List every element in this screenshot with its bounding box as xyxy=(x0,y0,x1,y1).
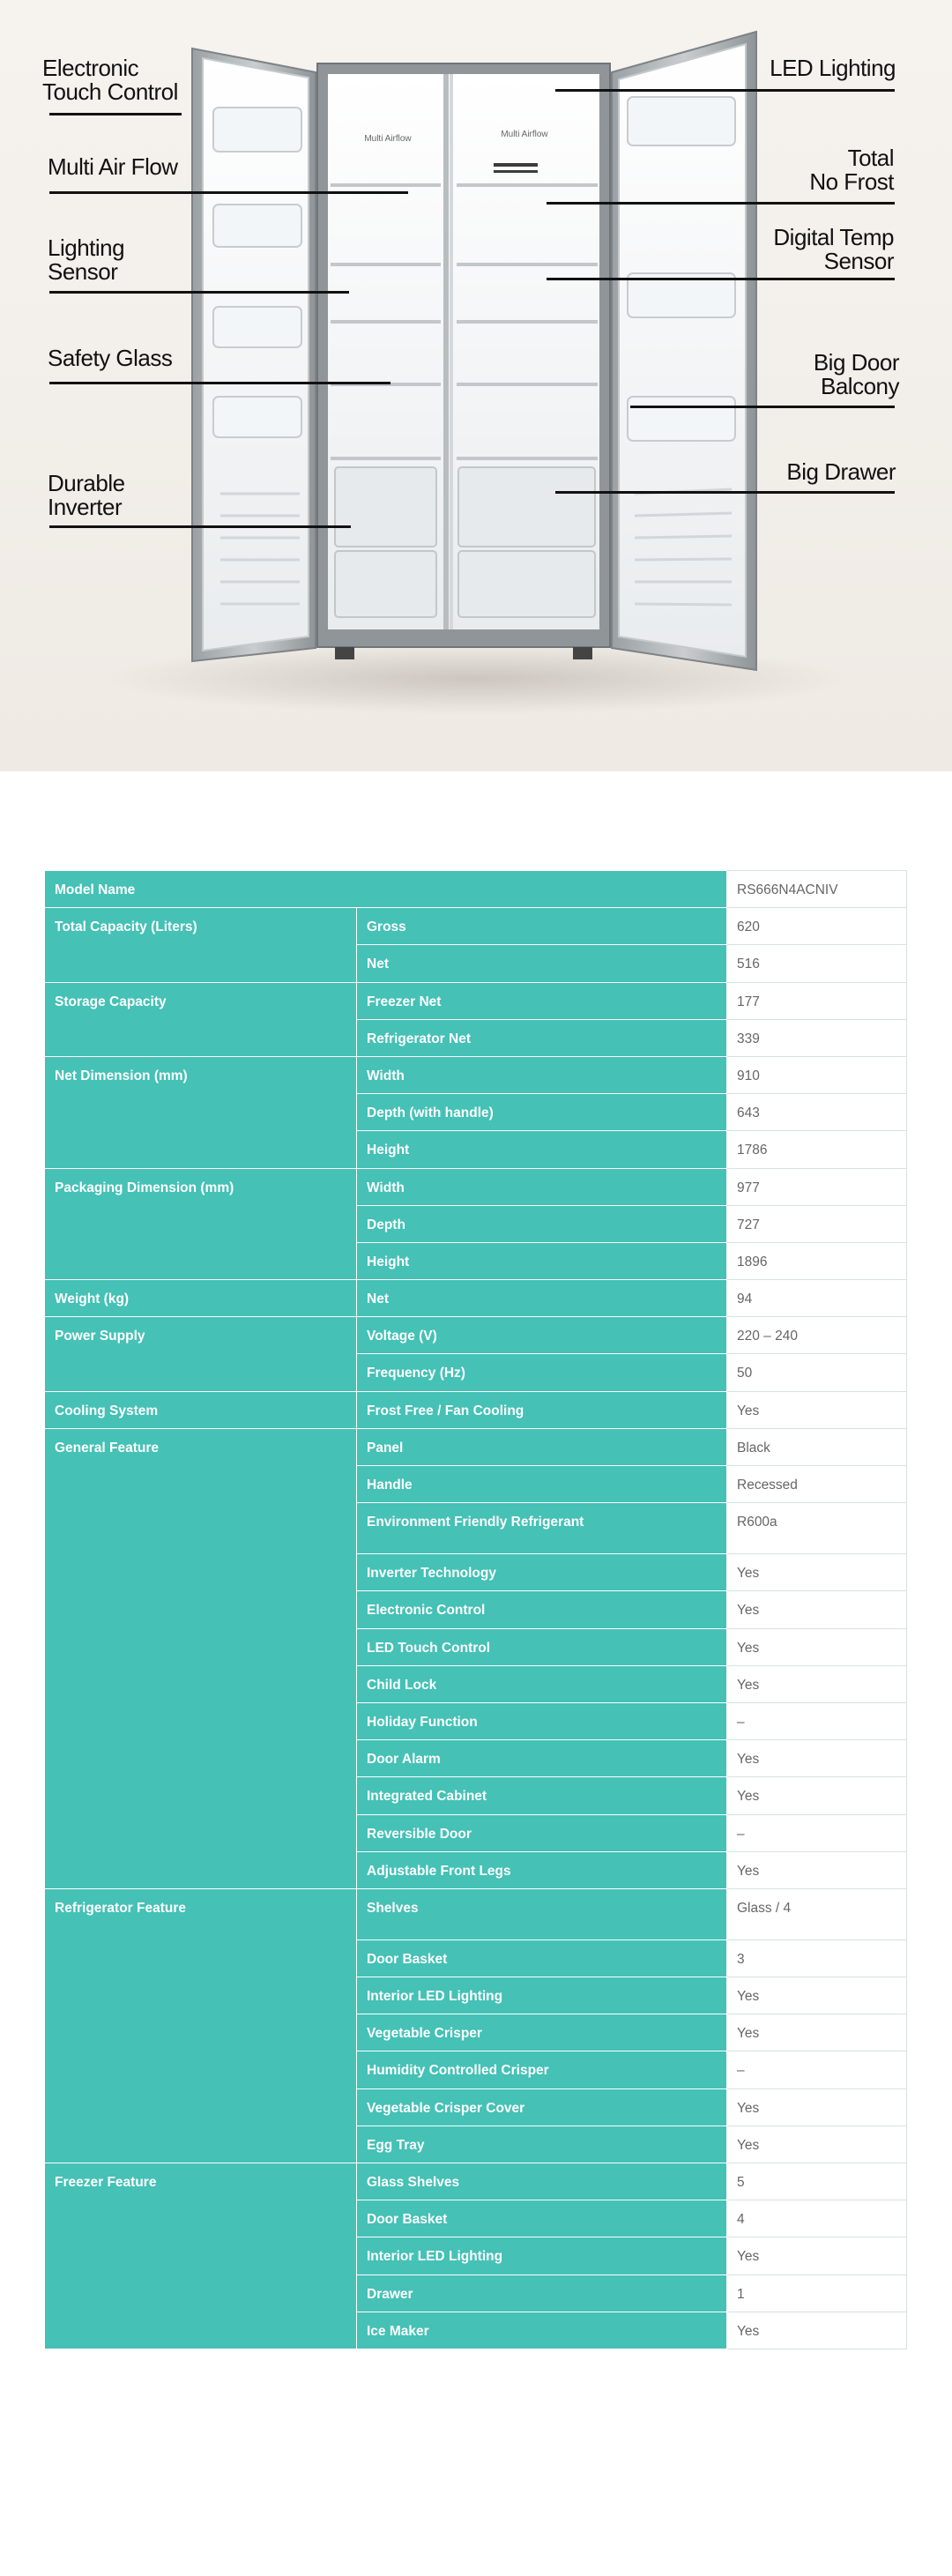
spec-value: – xyxy=(727,1702,907,1739)
spec-row xyxy=(45,908,907,945)
spec-value: 50 xyxy=(727,1354,907,1391)
spec-attribute: Shelves xyxy=(357,1888,727,1939)
spec-attribute: Drawer xyxy=(357,2274,727,2312)
callout-lighting-sensor: Lighting Sensor xyxy=(48,235,125,285)
spec-category: Freezer Feature xyxy=(45,2163,357,2349)
spec-attribute: Freezer Net xyxy=(357,982,727,1019)
spec-value: Yes xyxy=(727,2088,907,2126)
spec-value: Yes xyxy=(727,1591,907,1628)
spec-value: 977 xyxy=(727,1168,907,1205)
leader-line xyxy=(49,382,390,384)
spec-attribute: Panel xyxy=(357,1428,727,1465)
leader-line xyxy=(49,113,182,115)
spec-row xyxy=(45,1056,907,1093)
spec-value: RS666N4ACNIV xyxy=(727,871,907,908)
spec-category: Total Capacity (Liters) xyxy=(45,908,357,982)
spec-value: Black xyxy=(727,1428,907,1465)
spec-attribute: Adjustable Front Legs xyxy=(357,1851,727,1888)
spec-value: 516 xyxy=(727,945,907,982)
spec-value: Yes xyxy=(727,2014,907,2051)
spec-row xyxy=(45,1317,907,1354)
spec-value: 4 xyxy=(727,2200,907,2237)
spec-attribute: Width xyxy=(357,1056,727,1093)
spec-attribute: Depth (with handle) xyxy=(357,1094,727,1131)
spec-value: Recessed xyxy=(727,1466,907,1503)
callout-safety-glass: Safety Glass xyxy=(48,345,173,371)
callout-led-lighting: LED Lighting xyxy=(770,55,896,81)
spec-value: 1896 xyxy=(727,1242,907,1279)
spec-attribute: Gross xyxy=(357,908,727,945)
spec-attribute: Height xyxy=(357,1131,727,1168)
leader-line xyxy=(49,525,351,528)
callout-multi-air-flow: Multi Air Flow xyxy=(48,153,178,180)
spec-category: Net Dimension (mm) xyxy=(45,1056,357,1168)
spec-category: Packaging Dimension (mm) xyxy=(45,1168,357,1280)
spec-attribute: Vegetable Crisper Cover xyxy=(357,2088,727,2126)
spec-value: Yes xyxy=(727,1740,907,1777)
spec-value: 910 xyxy=(727,1056,907,1093)
callout-big-drawer: Big Drawer xyxy=(786,458,896,485)
spec-category: General Feature xyxy=(45,1428,357,1888)
spec-value: Yes xyxy=(727,1554,907,1591)
leader-line xyxy=(555,491,895,494)
spec-value: Glass / 4 xyxy=(727,1888,907,1939)
spec-value: 339 xyxy=(727,1019,907,1056)
spec-attribute: Reversible Door xyxy=(357,1814,727,1851)
spec-attribute: Net xyxy=(357,945,727,982)
spec-value: Yes xyxy=(727,2237,907,2274)
spec-attribute: Electronic Control xyxy=(357,1591,727,1628)
spec-value: 643 xyxy=(727,1094,907,1131)
spec-attribute: Height xyxy=(357,1242,727,1279)
spec-value: 94 xyxy=(727,1280,907,1317)
spec-row xyxy=(45,2163,907,2200)
leader-line xyxy=(547,278,895,280)
fridge-illustration xyxy=(0,0,952,771)
spec-value: 220 – 240 xyxy=(727,1317,907,1354)
leader-line xyxy=(555,89,895,92)
spec-value: Yes xyxy=(727,1777,907,1814)
spec-attribute: Environment Friendly Refrigerant xyxy=(357,1503,727,1554)
spec-category: Weight (kg) xyxy=(45,1280,357,1317)
spec-attribute: Door Basket xyxy=(357,2200,727,2237)
spec-attribute: Net xyxy=(357,1280,727,1317)
spec-value: – xyxy=(727,1814,907,1851)
spec-attribute: Door Alarm xyxy=(357,1740,727,1777)
callout-digital-temp-sensor: Digital Temp Sensor xyxy=(773,224,894,274)
spec-value: – xyxy=(727,2051,907,2088)
interior-label-left: Multi Airflow xyxy=(364,134,412,144)
spec-value: 620 xyxy=(727,908,907,945)
spec-value: Yes xyxy=(727,1628,907,1665)
spec-row xyxy=(45,1888,907,1939)
spec-attribute: Humidity Controlled Crisper xyxy=(357,2051,727,2088)
spec-attribute: Door Basket xyxy=(357,1939,727,1977)
spec-attribute: Voltage (V) xyxy=(357,1317,727,1354)
spec-value: 1 xyxy=(727,2274,907,2312)
interior-label-right: Multi Airflow xyxy=(501,130,548,139)
spec-row xyxy=(45,1168,907,1205)
spec-category: Model Name xyxy=(45,871,727,908)
spec-row xyxy=(45,982,907,1019)
spec-attribute: Holiday Function xyxy=(357,1702,727,1739)
spec-attribute: Refrigerator Net xyxy=(357,1019,727,1056)
leader-line xyxy=(49,191,408,194)
spec-attribute: Width xyxy=(357,1168,727,1205)
spec-attribute: LED Touch Control xyxy=(357,1628,727,1665)
spec-value: 5 xyxy=(727,2163,907,2200)
spec-value: Yes xyxy=(727,1977,907,2014)
spec-value: Yes xyxy=(727,1391,907,1428)
spec-attribute: Inverter Technology xyxy=(357,1554,727,1591)
spec-row xyxy=(45,1280,907,1317)
spec-attribute: Interior LED Lighting xyxy=(357,2237,727,2274)
leader-line xyxy=(547,202,895,205)
spec-value: Yes xyxy=(727,2126,907,2163)
spec-category: Cooling System xyxy=(45,1391,357,1428)
product-illustration xyxy=(0,0,952,771)
callout-electronic-touch-control: Electronic Touch Control xyxy=(42,55,178,105)
spec-value: 177 xyxy=(727,982,907,1019)
leader-line xyxy=(630,406,895,408)
spec-attribute: Interior LED Lighting xyxy=(357,1977,727,2014)
spec-attribute: Frequency (Hz) xyxy=(357,1354,727,1391)
spec-category: Refrigerator Feature xyxy=(45,1888,357,2163)
spec-value: Yes xyxy=(727,1665,907,1702)
leader-line xyxy=(49,291,349,294)
spec-category: Power Supply xyxy=(45,1317,357,1391)
spec-attribute: Glass Shelves xyxy=(357,2163,727,2200)
callout-durable-inverter: Durable Inverter xyxy=(48,470,125,520)
spec-attribute: Depth xyxy=(357,1205,727,1242)
spec-row xyxy=(45,871,907,908)
specification-table xyxy=(44,870,907,2349)
callout-big-door-balcony: Big Door Balcony xyxy=(813,349,899,399)
spec-value: R600a xyxy=(727,1503,907,1554)
spec-attribute: Vegetable Crisper xyxy=(357,2014,727,2051)
spec-attribute: Integrated Cabinet xyxy=(357,1777,727,1814)
callout-total-no-frost: Total No Frost xyxy=(809,145,894,195)
spec-attribute: Ice Maker xyxy=(357,2312,727,2349)
spec-value: 1786 xyxy=(727,1131,907,1168)
spec-attribute: Handle xyxy=(357,1466,727,1503)
spec-attribute: Child Lock xyxy=(357,1665,727,1702)
spec-value: 3 xyxy=(727,1939,907,1977)
spec-value: Yes xyxy=(727,1851,907,1888)
spec-row xyxy=(45,1391,907,1428)
spec-value: Yes xyxy=(727,2312,907,2349)
spec-attribute: Egg Tray xyxy=(357,2126,727,2163)
spec-row xyxy=(45,1428,907,1465)
spec-attribute: Frost Free / Fan Cooling xyxy=(357,1391,727,1428)
spec-category: Storage Capacity xyxy=(45,982,357,1056)
spec-value: 727 xyxy=(727,1205,907,1242)
